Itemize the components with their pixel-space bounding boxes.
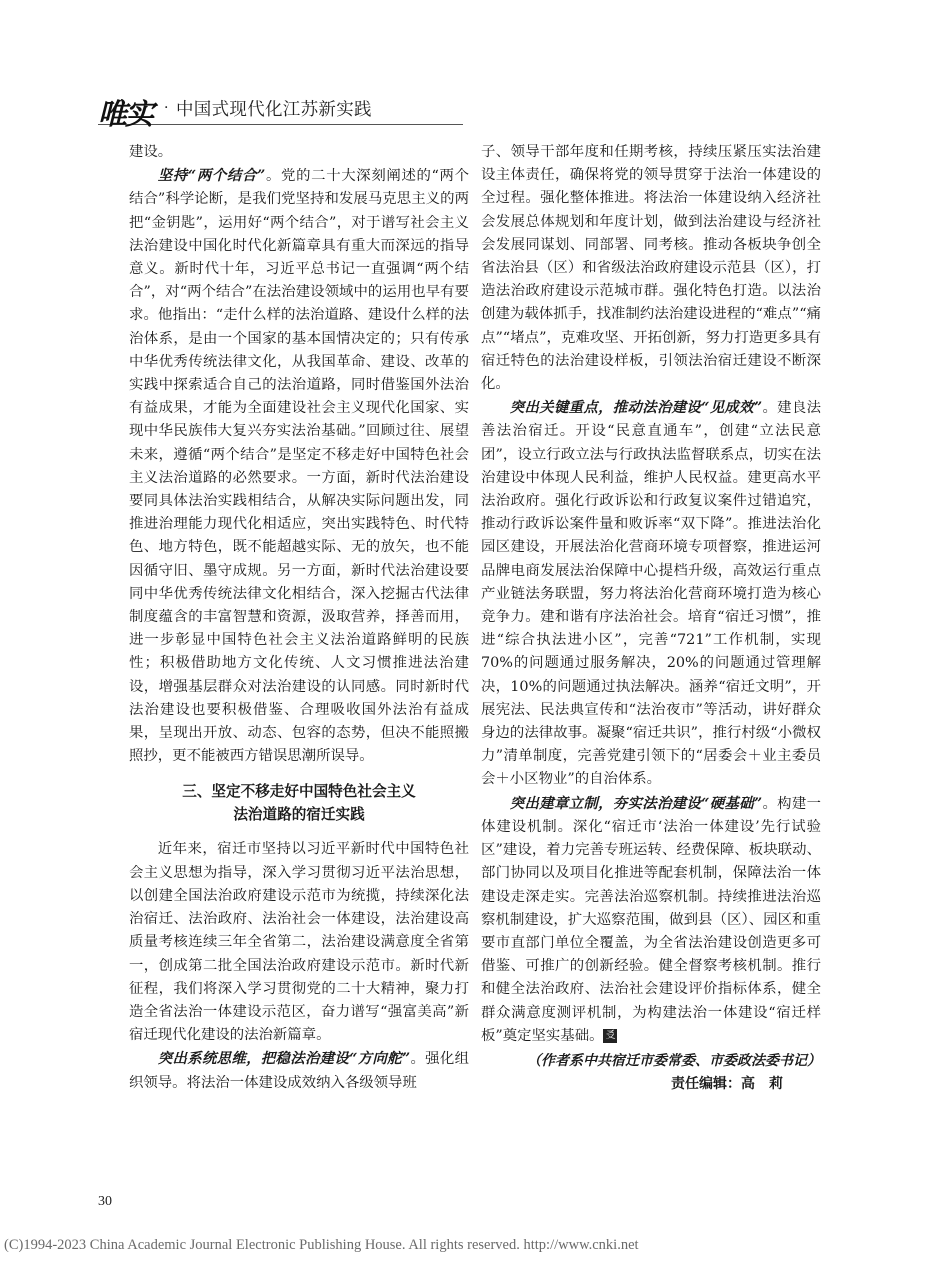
paragraph-lead: 突出关键重点，推动法治建设“见成效” [509, 399, 763, 417]
page-number: 30 [98, 1194, 112, 1209]
section-heading-line: 三、坚定不移走好中国特色社会主义 [182, 783, 416, 801]
left-column [129, 141, 469, 1095]
running-header [98, 92, 463, 131]
section-heading [129, 780, 469, 826]
copyright-footer: (C)1994-2023 China Academic Journal Electronic Publishing House. All rights reserved. http://www.cnki.net [4, 1237, 639, 1253]
header-separator: · [164, 100, 169, 116]
paragraph-lead: 坚持“两个结合” [157, 167, 266, 185]
paragraph-body: 。党的二十大深刻阐述的“两个结合”科学论断，是我们党坚持和发展马克思主义的两把“金钥匙”，运用好“两个结合”，对于谱写社会主义法治建设中国化时代化新篇章具有重大而深远的指导意义。新时代十年，习近平总书记一直强调“两个结合”，对“两个结合”在法治建设领域中的运用也早有要求。他指出：“走什么样的法治道路、建设什么样的法治体系，是由一个国家的基本国情决定的；只有传承中华优秀传统法律文化，从我国革命、建设、改革的实践中探索适合自己的法治道路，同时借鉴国外法治有益成果，才能为全面建设社会主义现代化国家、实现中华民族伟大复兴夯实法治基础。”回顾过往、展望未来，遵循“两个结合”是坚定不移走好中国特色社会主义法治道路的必然要求。一方面，新时代法治建设要同具体法治实践相结合，从解决实际问题出发，同推进治理能力现代化相适应，突出实践特色、时代特色、地方特色，既不能超越实际、无的放矢，也不能因循守旧、墨守成规。另一方面，新时代法治建设要同中华优秀传统法律文化相结合，深入挖掘古代法律制度蕴含的丰富智慧和资源，汲取营养，择善而用，进一步彰显中国特色社会主义法治道路鲜明的民族性；积极借助地方文化传统、人文习惯推进法治建设，增强基层群众对法治建设的认同感。同时新时代法治建设也要积极借鉴、合理吸收国外法治有益成果，呈现出开放、动态、包容的态势，但决不能照搬照抄，更不能被西方错误思潮所误导。 [129, 168, 470, 765]
paragraph-lead: 突出系统思维，把稳法治建设“方向舵” [157, 1050, 411, 1068]
journal-logo: 唯实 [98, 97, 153, 131]
paragraph: 近年来，宿迁市坚持以习近平新时代中国特色社会主义思想为指导，深入学习贯彻习近平法治思想，以创建全国法治政府建设示范市为统揽，持续深化法治宿迁、法治政府、法治社会一体建设，法治建设高质量考核连续三年全省第二，法治建设满意度全省第一，创成第二批全国法治政府建设示范市。新时代新征程，我们将深入学习贯彻党的二十大精神，聚力打造全省法治一体建设示范区，奋力谱写“强富美高”新宿迁现代化建设的法治新篇章。 [129, 841, 469, 1044]
paragraph [481, 396, 821, 791]
paragraph: 子、领导干部年度和任期考核，持续压紧压实法治建设主体责任，确保将党的领导贯穿于法治一体建设的全过程。强化整体推进。将法治一体建设纳入经济社会发展总体规划和年度计划，做到法治建设与经济社会发展同谋划、同部署、同考核。推动各板块争创全省法治县（区）和省级法治政府建设示范县（区），打造法治政府建设示范城市群。强化特色打造。以法治创建为载体抓手，找准制约法治建设进程的“难点”“痛点”“堵点”，克难攻坚、开拓创新，努力打造更多具有宿迁特色的法治建设样板，引领法治宿迁建设不断深化。 [481, 144, 821, 393]
paragraph [481, 792, 821, 1048]
paragraph [129, 164, 469, 768]
paragraph: 建设。 [129, 144, 173, 160]
paragraph-body: 。构建一体建设机制。深化“宿迁市‘法治一体建设’先行试验区”建设，着力完善专班运转、经费保障、板块联动、部门协同以及项目化推进等配套机制，保障法治一体建设走深走实。完善法治巡察机制。持续推进法治巡察机制建设，扩大巡察范围，做到县（区）、园区和重要市直部门单位全覆盖，为全省法治建设创造更多可借鉴、可推广的创新经验。健全督察考核机制。推行和健全法治政府、法治社会建设评价指标体系，健全群众满意度测评机制，为构建法治一体建设“宿迁样板”奠定坚实基础。 [481, 795, 821, 1044]
end-mark-icon: 㕛 [605, 1029, 616, 1041]
header-title: 中国式现代化江苏新实践 [176, 100, 372, 120]
section-heading-line: 法治道路的宿迁实践 [233, 806, 365, 824]
paragraph-body: 。建良法善法治宿迁。开设“民意直通车”，创建“立法民意团”，设立行政立法与行政执法监督联系点，切实在法治建设中体现人民利益，维护人民权益。建更高水平法治政府。强化行政诉讼和行政复议案件过错追究，推动行政诉讼案件量和败诉率“双下降”。推进法治化园区建设，开展法治化营商环境专项督察，推进运河品牌电商发展法治保障中心提档升级，高效运行重点产业链法务联盟，努力将法治化营商环境打造为核心竞争力。建和谐有序法治社会。培育“宿迁习惯”，推进“综合执法进小区”，完善“721”工作机制，实现70%的问题通过服务解决，20%的问题通过管理解决，10%的问题通过执法解决。涵养“宿迁文明”，开展宪法、民法典宣传和“法治夜市”等活动，讲好群众身边的法律故事。凝聚“宿迁共识”，推行村级“小微权力”清单制度，完善党建引领下的“居委会＋业主委员会＋小区物业”的自治体系。 [481, 400, 821, 788]
paragraph-lead: 突出建章立制，夯实法治建设“硬基础” [509, 794, 763, 812]
paragraph [129, 1047, 469, 1094]
editor-credit: 责任编辑：高 莉 [671, 1076, 783, 1093]
paragraph-body: 。强化组织领导。将法治一体建设成效纳入各级领导班 [129, 1051, 469, 1091]
author-byline: （作者系中共宿迁市委常委、市委政法委书记） [527, 1052, 821, 1069]
right-column [481, 141, 821, 1096]
